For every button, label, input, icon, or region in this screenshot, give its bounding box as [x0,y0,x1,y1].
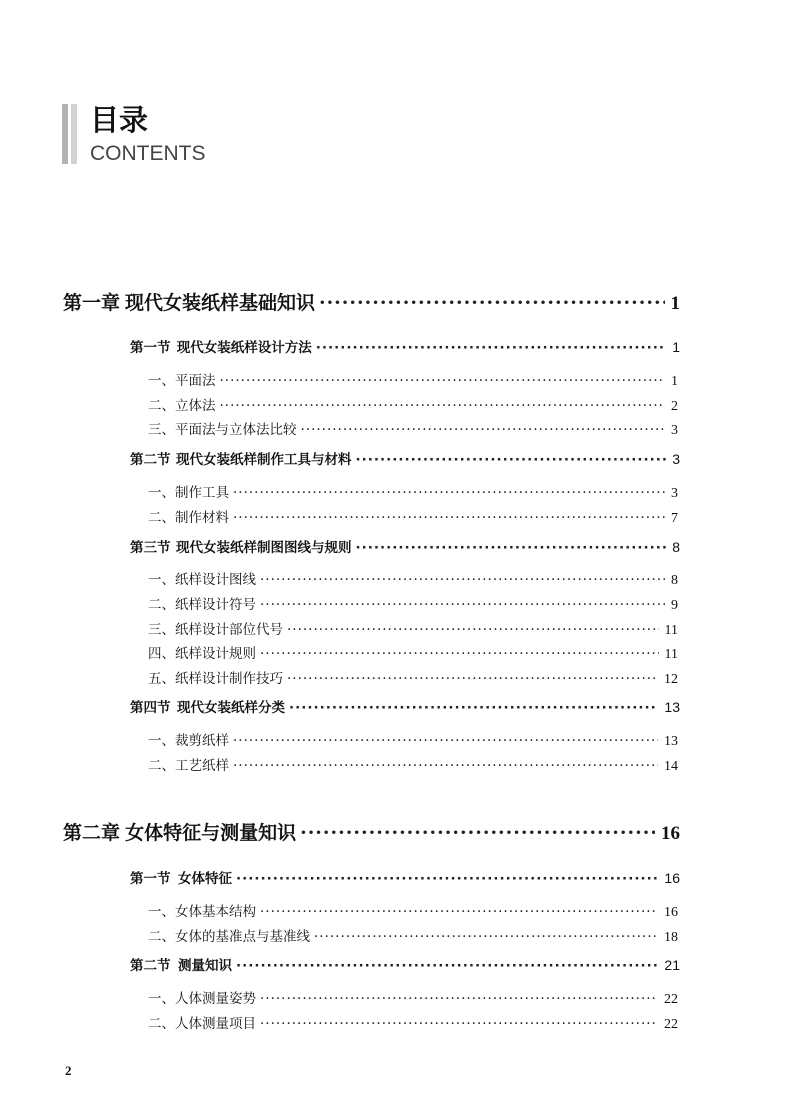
leader-dots [260,572,665,588]
item-title: 一、裁剪纸样 [148,733,229,749]
page-ref: 21 [664,957,680,973]
toc-item[interactable] [148,900,678,921]
toc-item[interactable] [148,418,678,439]
toc-item[interactable] [148,925,678,946]
item-title: 一、纸样设计图线 [148,572,256,588]
page-ref: 1 [671,374,678,389]
chapter-number: 第二章 [63,822,121,844]
toc-item[interactable] [148,754,678,775]
leader-dots [260,597,665,613]
page-ref: 16 [664,905,678,920]
page-ref: 16 [664,870,680,886]
section-title: 现代女装纸样制作工具与材料 [176,452,352,468]
toc-item[interactable] [148,642,678,663]
leader-dots [300,822,655,844]
page-ref: 22 [664,992,678,1007]
page-subtitle: CONTENTS [90,142,206,165]
toc-item[interactable] [148,568,678,589]
leader-dots [319,292,665,314]
toc-item[interactable] [148,618,678,639]
item-title: 二、纸样设计符号 [148,597,256,613]
leader-dots [260,904,658,920]
leader-dots [220,398,666,414]
item-title: 三、纸样设计部位代号 [148,622,283,638]
leader-dots [314,929,658,945]
page-ref: 16 [661,823,680,844]
toc-section[interactable] [130,536,680,556]
chapter-title: 现代女装纸样基础知识 [124,292,315,314]
section-number: 第二节 [130,958,171,974]
page-ref: 1 [670,293,680,314]
section-title: 现代女装纸样设计方法 [176,340,312,356]
page-ref: 8 [671,573,678,588]
leader-dots [236,958,658,974]
toc-item[interactable] [148,593,678,614]
toc-item[interactable] [148,394,678,415]
page-ref: 22 [664,1017,678,1032]
item-title: 一、女体基本结构 [148,904,256,920]
leader-dots [233,510,665,526]
leader-dots [236,871,658,887]
page-ref: 18 [664,930,678,945]
page-ref: 12 [664,672,678,687]
leader-dots [289,700,658,716]
item-title: 一、平面法 [148,373,216,389]
toc-section[interactable] [130,954,680,974]
section-number: 第二节 [130,452,171,468]
chapter-title: 女体特征与测量知识 [125,822,297,844]
page-ref: 7 [671,511,678,526]
leader-dots [356,452,667,468]
page-number: 2 [65,1063,72,1078]
leader-dots [260,646,659,662]
leader-dots [233,485,665,501]
page-ref: 3 [672,451,680,467]
contents-header [62,104,362,164]
section-number: 第四节 [130,700,171,716]
item-title: 三、平面法与立体法比较 [148,422,297,438]
toc-item[interactable] [148,506,678,527]
item-title: 二、人体测量项目 [148,1016,256,1032]
leader-dots [260,991,658,1007]
page-ref: 14 [664,759,678,774]
section-number: 第一节 [130,871,171,887]
leader-dots [233,733,658,749]
page-ref: 13 [664,734,678,749]
section-number: 第三节 [130,540,171,556]
page-ref: 1 [672,339,680,355]
page-ref: 9 [671,598,678,613]
toc-item[interactable] [148,481,678,502]
item-title: 四、纸样设计规则 [148,646,256,662]
item-title: 一、制作工具 [148,485,229,501]
item-title: 二、立体法 [148,398,216,414]
toc-item[interactable] [148,729,678,750]
leader-dots [220,373,666,389]
leader-dots [316,340,667,356]
leader-dots [287,622,659,638]
toc-section[interactable] [130,696,680,716]
leader-dots [260,1016,658,1032]
toc-chapter-2[interactable] [63,818,680,845]
header-accent-bar [71,104,77,164]
item-title: 二、制作材料 [148,510,229,526]
toc-section[interactable] [130,448,680,468]
item-title: 一、人体测量姿势 [148,991,256,1007]
leader-dots [287,671,658,687]
item-title: 二、工艺纸样 [148,758,229,774]
item-title: 五、纸样设计制作技巧 [148,671,283,687]
page-ref: 11 [664,647,678,662]
page-ref: 13 [664,699,680,715]
page-ref: 3 [671,486,678,501]
section-title: 测量知识 [177,958,232,974]
page-ref: 2 [671,399,678,414]
section-title: 女体特征 [177,871,232,887]
page-ref: 3 [671,423,678,438]
leader-dots [356,540,667,556]
toc-item[interactable] [148,369,678,390]
page-ref: 8 [672,539,680,555]
section-number: 第一节 [130,340,171,356]
toc-section[interactable] [130,336,680,356]
page-title: 目录 [90,103,149,137]
toc-item[interactable] [148,1012,678,1033]
section-title: 现代女装纸样分类 [177,700,286,716]
leader-dots [301,422,666,438]
chapter-number: 第一章 [63,292,121,314]
item-title: 二、女体的基准点与基准线 [148,929,310,945]
toc-item[interactable] [148,667,678,688]
header-accent-bar [62,104,68,164]
section-title: 现代女装纸样制图图线与规则 [176,540,352,556]
toc-section[interactable] [130,867,680,887]
leader-dots [233,758,658,774]
toc-chapter-1[interactable] [63,288,680,315]
toc-item[interactable] [148,987,678,1008]
page-ref: 11 [664,623,678,638]
